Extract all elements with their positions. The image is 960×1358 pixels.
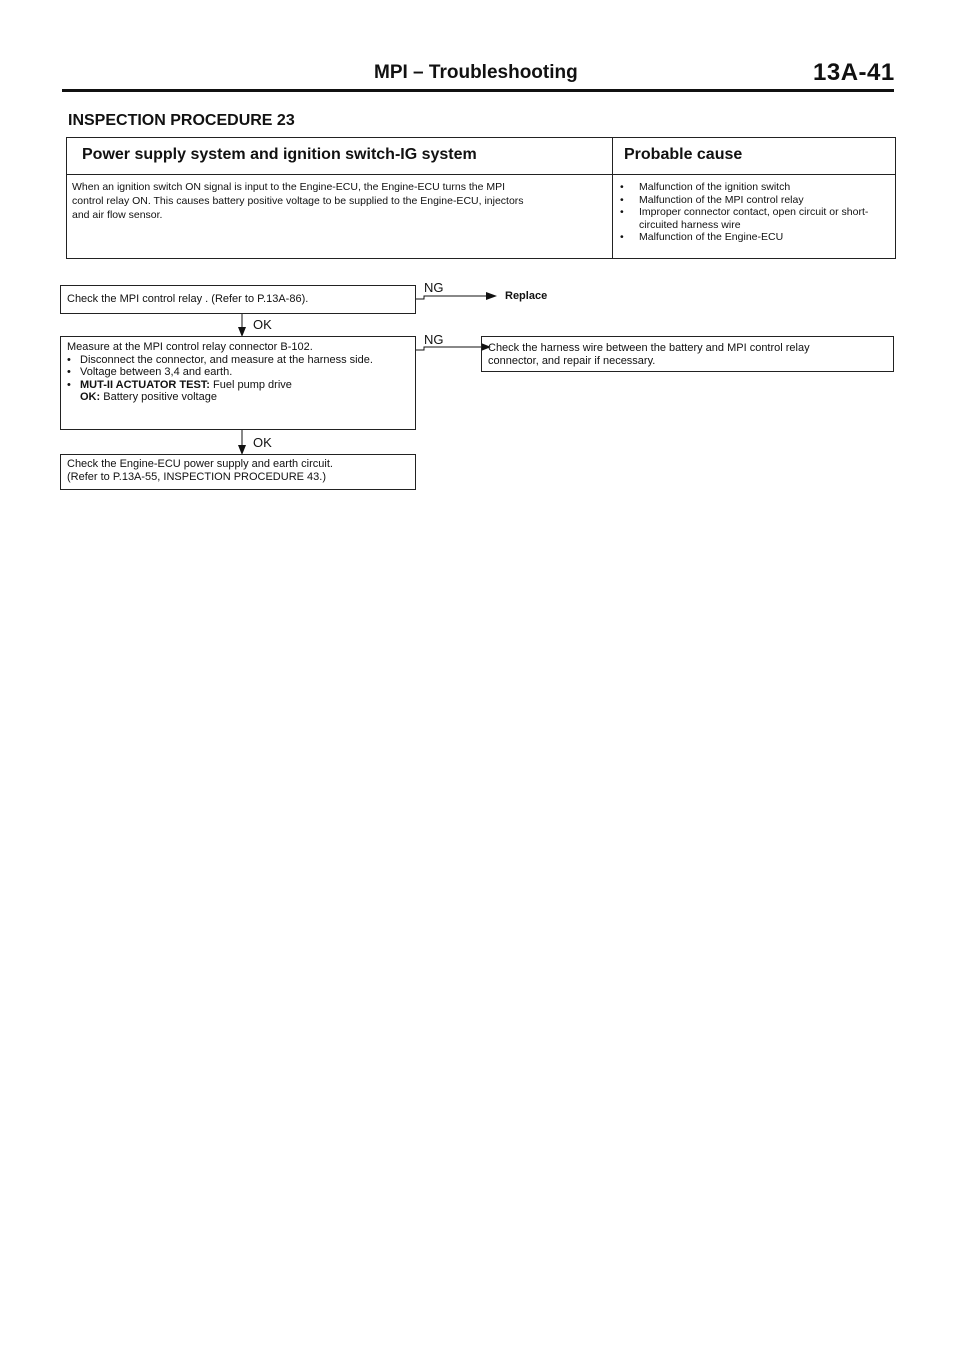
ng-label: NG	[424, 332, 444, 347]
ok-criterion	[67, 391, 415, 404]
cause-item: • Improper connector contact, open circuit or short-circuited harness wire	[620, 206, 890, 231]
step-bullet: • Voltage between 3,4 and earth.	[67, 366, 415, 379]
step-title: Measure at the MPI control relay connector B-102.	[67, 341, 313, 353]
replace-result: Replace	[505, 290, 548, 302]
result-line: connector, and repair if necessary.	[488, 354, 656, 367]
ok-label: OK	[253, 317, 272, 332]
cause-item: • Malfunction of the MPI control relay	[620, 194, 890, 207]
description-line: When an ignition switch ON signal is input to the Engine-ECU, the Engine-ECU turns the MPI	[72, 181, 506, 193]
flow-step-measure-connector	[60, 336, 416, 430]
page-header-title: MPI – Troubleshooting	[374, 62, 578, 83]
ok-criterion-label: OK:	[80, 391, 101, 404]
flow-result-check-harness	[481, 336, 894, 372]
ng-connector-1	[416, 296, 486, 299]
description-line: control relay ON. This causes battery positive voltage to be supplied to the Engine-ECU, injectors	[72, 194, 524, 207]
cause-item: • Malfunction of the Engine-ECU	[620, 231, 890, 244]
result-line: Check the harness wire between the battery and MPI control relay	[488, 342, 810, 354]
description-line: and air flow sensor.	[72, 208, 163, 221]
flow-step-check-relay	[60, 285, 416, 314]
procedure-title: INSPECTION PROCEDURE 23	[68, 112, 295, 129]
flow-step-check-ecu-power	[60, 454, 416, 490]
step-bullet: • Disconnect the connector, and measure at the harness side.	[67, 354, 415, 367]
step-text: Check the MPI control relay . (Refer to P.13A-86).	[67, 293, 309, 305]
step-bullet-test	[67, 379, 415, 392]
cause-item: • Malfunction of the ignition switch	[620, 181, 890, 194]
arrow-head-icon	[486, 292, 497, 300]
probable-cause-heading: Probable cause	[624, 146, 743, 163]
test-label: MUT-II ACTUATOR TEST:	[80, 378, 210, 391]
step-line: Check the Engine-ECU power supply and earth circuit.	[67, 458, 333, 470]
summary-heading: Power supply system and ignition switch-IG system	[82, 146, 477, 163]
ok-label: OK	[253, 435, 272, 450]
ok-criterion-value: Battery positive voltage	[103, 391, 217, 404]
ng-connector-2	[416, 347, 483, 350]
ng-label: NG	[424, 280, 444, 295]
test-value: Fuel pump drive	[213, 378, 292, 391]
page-number: 13A-41	[813, 59, 895, 86]
step-line: (Refer to P.13A-55, INSPECTION PROCEDURE 43.)	[67, 470, 326, 483]
